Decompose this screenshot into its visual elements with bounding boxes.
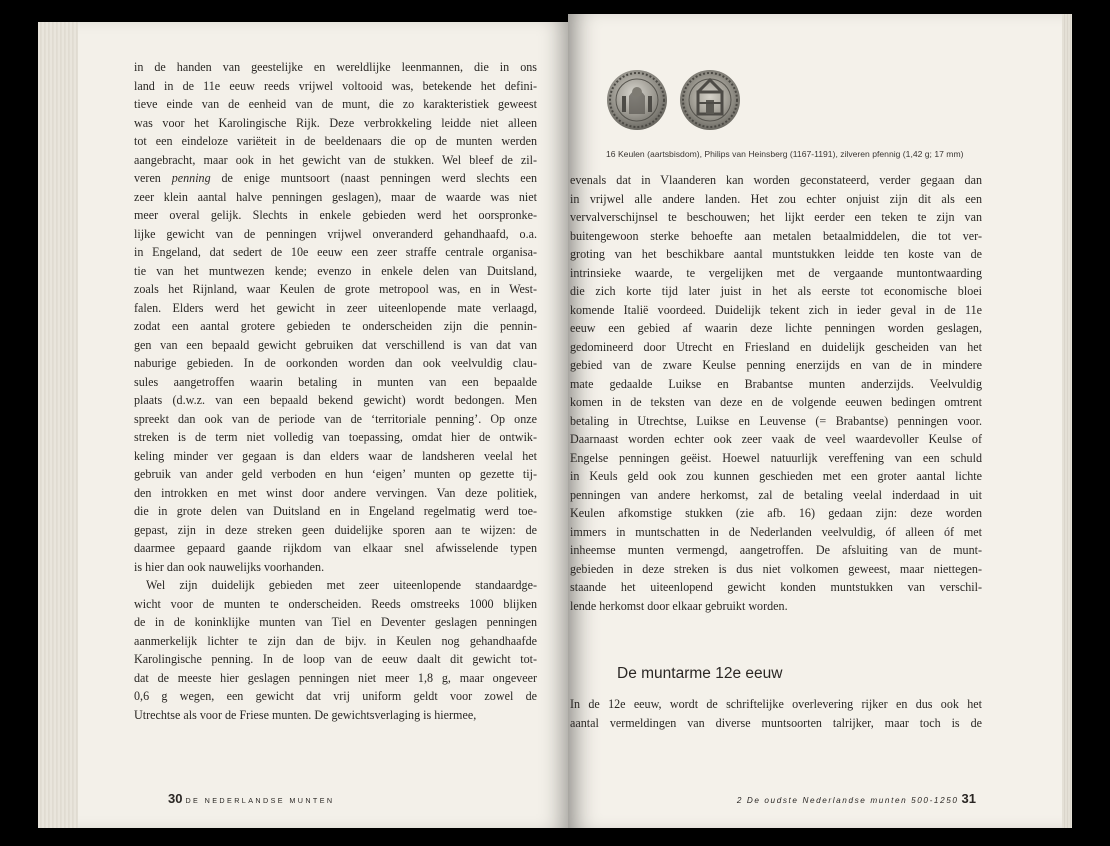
text-line: meer overal gelijk. Slechts in enkele gebieden werd het oorspronke- bbox=[134, 208, 537, 222]
text-line: in Engeland, dat sedert de 10e eeuw een zeer straffe centrale organisa- bbox=[134, 245, 537, 259]
text-line: staande het uiteenlopend gewicht konden muntstukken van verschil- bbox=[570, 580, 982, 594]
text-line: buitengewoon sterke behoefte aan metalen betaalmiddelen, die tot ver- bbox=[570, 228, 982, 243]
text-line: 0,6 g wegen, een gewicht dat vrij uniform geldt voor zowel de bbox=[134, 689, 537, 703]
right-page-body-text bbox=[570, 171, 982, 615]
text-line: streken is de term niet volledig van toepassing, omdat hier de ontwik- bbox=[134, 430, 537, 444]
left-page-number: 30 bbox=[168, 791, 183, 806]
text-line: den introkken en met winst door andere vervingen. Van deze politiek, bbox=[134, 485, 537, 500]
right-page-number: 31 bbox=[961, 791, 976, 806]
text-line: eeuw een gebied af waarin deze lichte penningen worden geslagen, bbox=[570, 321, 982, 335]
text-line: In de 12e eeuw, wordt de schriftelijke overlevering rijker en dus ook het bbox=[570, 697, 982, 711]
text-line: die zich korte tijd later juist in het als eerste tot economische bloei bbox=[570, 284, 982, 298]
text-line: tie van het muntwezen kende; evenzo in enkele delen van Duitsland, bbox=[134, 263, 537, 278]
text-line: lijke gewicht van de penningen vrijwel onveranderd gehandhaafd, o.a. bbox=[134, 226, 537, 241]
text-line: plaats (d.w.z. van een bepaald bekend gewicht) wordt bedongen. Men bbox=[134, 393, 537, 407]
text-line: land in de 11e eeuw reeds vrijwel voltooid was, betekende het defini- bbox=[134, 78, 537, 93]
text-line: komende Italië voordeed. Duidelijk tekent zich in ieder geval in de 11e bbox=[570, 302, 982, 317]
text-line: Engelse penningen geëist. Hoewel natuurlijk vereffening van een schuld bbox=[570, 450, 982, 465]
text-line: Keulen afkomstige stukken (zie afb. 16) gedaan zijn: deze worden bbox=[570, 506, 982, 520]
coin-obverse-image bbox=[607, 70, 667, 130]
text-line: immers in muntschatten in de Nederlanden veelvuldig, óf alleen óf met bbox=[570, 524, 982, 539]
text-line: is hier dan ook nauwelijks voorhanden. bbox=[134, 559, 325, 574]
text-line: dat de meeste hier geslagen penningen niet meer 1,8 g, maar ongeveer bbox=[134, 670, 537, 685]
text-line: veren penning de enige muntsoort (naast penningen werd slechts een bbox=[134, 171, 537, 185]
text-line: gebied van de zware Keulse penning enerzijds en van de in mindere bbox=[570, 358, 982, 372]
right-page-footer bbox=[737, 790, 976, 808]
text-line: zoals het Rijnland, waar Keulen de grote metropool was, en in West- bbox=[134, 282, 537, 296]
text-line: gen van een bepaald gewicht gebruiken dat verschillend is van dat van bbox=[134, 337, 537, 352]
text-line: sules aangetroffen waarin betaling in munten van een bepaalde bbox=[134, 374, 537, 389]
text-line: Daarnaast worden echter ook zeer vaak de veel waardevoller Keulse of bbox=[570, 432, 982, 446]
left-page-body-text bbox=[134, 58, 537, 724]
text-line: spreekt dan ook van de periode van de ‘territoriale penning’. Op onze bbox=[134, 411, 537, 426]
right-running-title: 2 De oudste Nederlandse munten 500-1250 bbox=[736, 796, 959, 805]
right-page-body-text-continued bbox=[570, 695, 982, 732]
text-line: lende herkomst door elkaar gebruikt worden. bbox=[570, 598, 788, 613]
figure-caption: 16 Keulen (aartsbisdom), Philips van Heinsberg (1167-1191), zilveren pfennig (1,42 g; 17 mm) bbox=[606, 149, 964, 159]
text-line: zeer klein aantal halve penningen geslagen), maar de waarde was niet bbox=[134, 189, 537, 204]
text-line: Utrechtse als voor de Friese munten. De gewichtsverlaging is hiermee, bbox=[134, 707, 477, 722]
text-line: die in grote delen van Duitsland en in Engeland regelmatig werd toe- bbox=[134, 504, 537, 518]
text-line: in de handen van geestelijke en wereldlijke leenmannen, die in ons bbox=[134, 60, 537, 74]
right-page-edge bbox=[1062, 14, 1072, 828]
text-line: komen in de teksten van deze en de volgende eeuwen bedingen omtrent bbox=[570, 395, 982, 409]
text-line: evenals dat in Vlaanderen kan worden geconstateerd, verder gegaan dan bbox=[570, 173, 982, 187]
text-line: gepast, zijn in deze streken geen duidelijke sporen aan te wijzen: de bbox=[134, 522, 537, 537]
text-line: daarmee gepaard gaande rijkdom van elkaar snel afwisselende typen bbox=[134, 541, 537, 555]
text-line: gebieden in deze streken is dus niet volkomen geweest, maar niettegen- bbox=[570, 561, 982, 576]
text-line: gedomineerd door Utrecht en Friesland en duidelijk gescheiden van het bbox=[570, 339, 982, 354]
text-line: aanmerkelijk lichter te zijn dan de bijv. in Keulen nog gehandhaafde bbox=[134, 633, 537, 648]
text-line: keling minder ver gegaan is dan elders waar de landsheren veelal het bbox=[134, 448, 537, 463]
text-line: aantal vermeldingen van diverse muntsoorten talrijker, maar toch is de bbox=[570, 715, 982, 730]
text-line: Karolingische penning. In de loop van de eeuw daalt dit gewicht tot- bbox=[134, 652, 537, 666]
text-line: inheemse munten vermengd, aangetroffen. De afsluiting van de munt- bbox=[570, 543, 982, 557]
text-line: betaling in Utrechtse, Luikse en Leuvense (= Brabantse) penningen voor. bbox=[570, 413, 982, 428]
text-line: in vrijwel alle andere landen. Het zou echter onjuist zijn dit als een bbox=[570, 191, 982, 206]
text-line: gebruik van ander geld verboden en hun ‘eigen’ munten op gezette tij- bbox=[134, 467, 537, 481]
section-heading: De muntarme 12e eeuw bbox=[617, 665, 783, 682]
text-line: was voor het Karolingische Rijk. Deze verbrokkeling leidde niet alleen bbox=[134, 115, 537, 130]
text-line: wicht voor de munten te onderscheiden. Reeds omstreeks 1000 blijken bbox=[134, 596, 537, 611]
left-page-footer bbox=[168, 790, 335, 808]
text-line: groting van het beschikbare aantal muntstukken leidde ten koste van de bbox=[570, 247, 982, 261]
coin-reverse-image bbox=[680, 70, 740, 130]
text-line: penningen van andere herkomst, zal de betaling veelal inderdaad in uit bbox=[570, 487, 982, 502]
text-line: falen. Elders werd het gewicht in zeer uiteenlopende mate verlaagd, bbox=[134, 300, 537, 315]
text-line: de in de koninklijke munten van Tiel en Deventer geslagen penningen bbox=[134, 615, 537, 629]
text-line: Wel zijn duidelijk gebieden met zeer uiteenlopende standaardge- bbox=[146, 578, 537, 592]
text-line: tieve einde van de eenheid van de munt, die zo karakteristiek geweest bbox=[134, 97, 537, 111]
text-line: aangebracht, maar ook in het gewicht van de stukken. Wel bleef de zil- bbox=[134, 152, 537, 167]
text-line: naburige gebieden. In de oorkonden worden dan ook veelvuldig clau- bbox=[134, 356, 537, 370]
text-line: vervalverschijnsel te beschouwen; het lijkt eerder een teken te zijn van bbox=[570, 210, 982, 224]
left-page-edges bbox=[38, 22, 78, 828]
text-line: zodat een aantal grotere gebieden te onderscheiden zijn die pennin- bbox=[134, 319, 537, 333]
text-line: mate gedaalde Luikse en Brabantse munten anderzijds. Veelvuldig bbox=[570, 376, 982, 391]
left-running-title: DE NEDERLANDSE MUNTEN bbox=[185, 796, 335, 805]
text-line: intrinsieke waarde, te vergelijken met de vergaande muntontwaarding bbox=[570, 265, 982, 280]
text-line: in Keuls geld ook zou kunnen geschieden met een groter aantal lichte bbox=[570, 469, 982, 483]
text-line: tot een eindeloze variëteit in de beeldenaars die op de munten werden bbox=[134, 134, 537, 148]
